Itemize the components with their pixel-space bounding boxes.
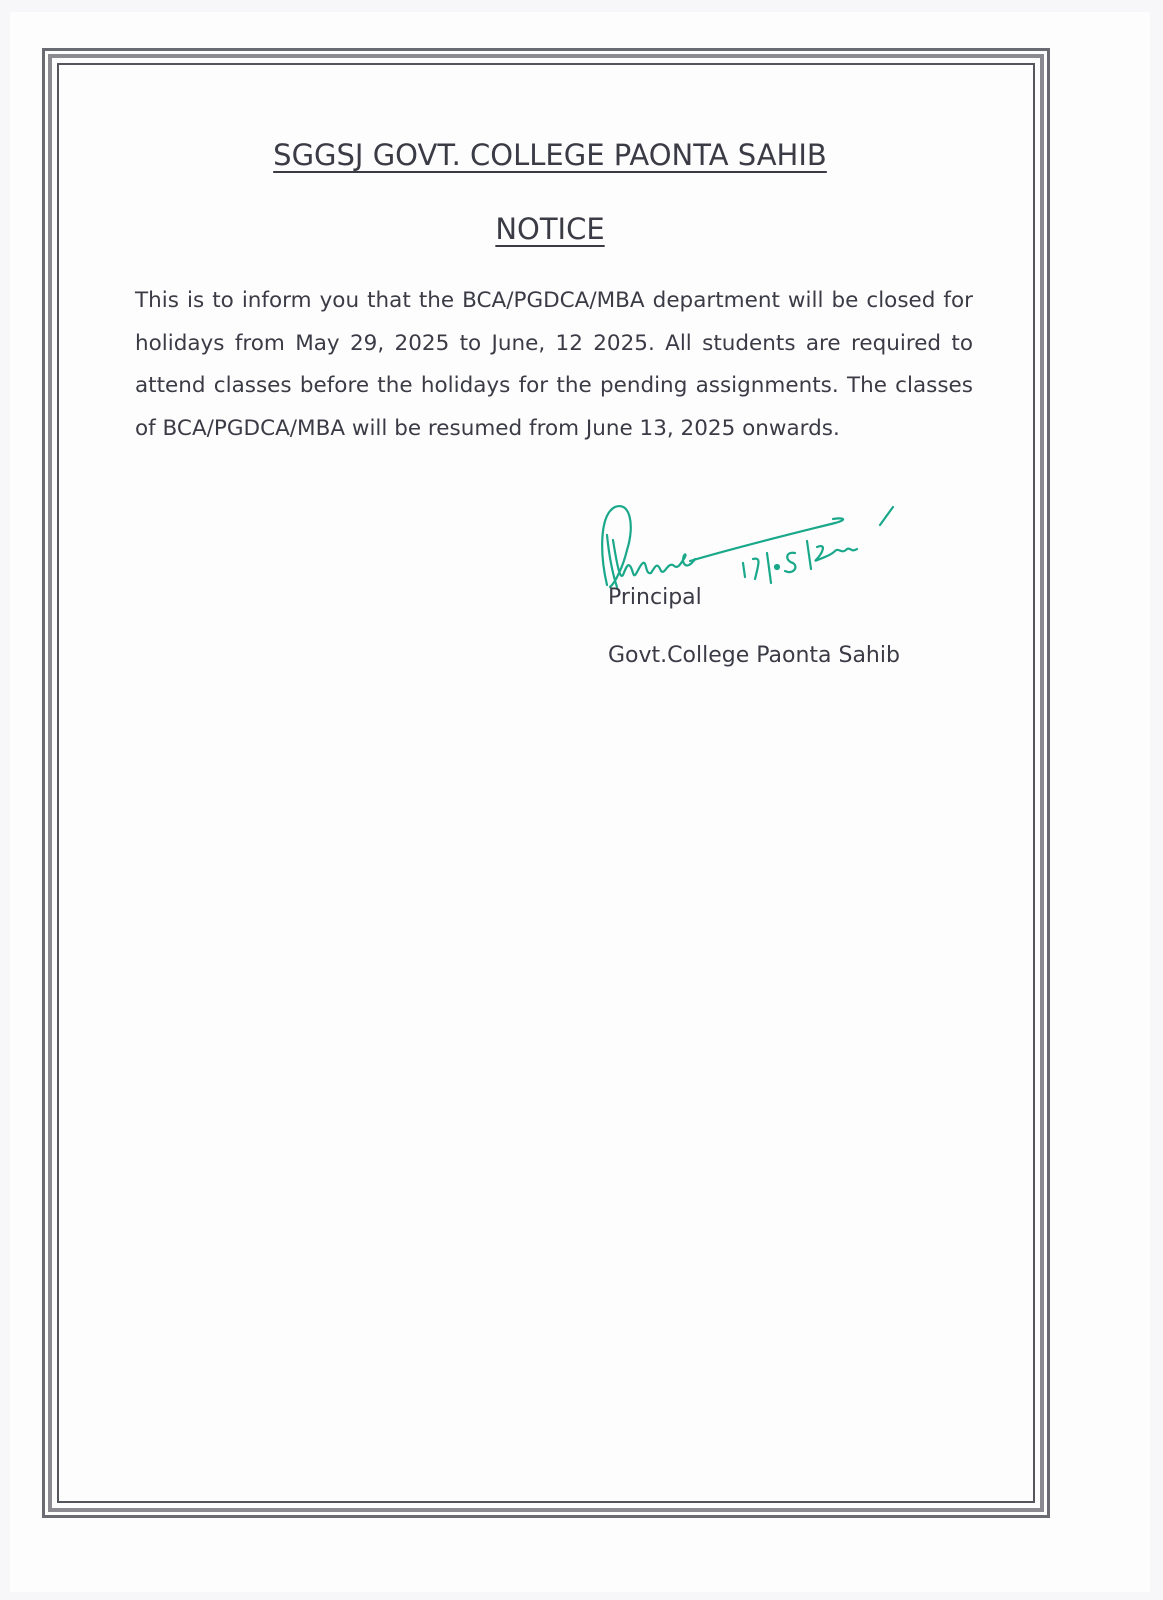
college-name: SGGSJ GOVT. COLLEGE PAONTA SAHIB (273, 138, 827, 172)
page-border-inner (57, 63, 1035, 1503)
signatory-institution: Govt.College Paonta Sahib (608, 643, 900, 668)
notice-body: This is to inform you that the BCA/PGDCA/MBA department will be closed for holidays from May 29, 2025 to June, 12 2025. All students are required to attend classes before the holidays for the pending assignments. The classes of BCA/PGDCA/MBA will be resumed from June 13, 2025 onwards. (135, 288, 973, 441)
notice-heading: NOTICE (495, 212, 605, 246)
principal-signature (595, 495, 915, 595)
signatory-title: Principal (608, 585, 702, 610)
